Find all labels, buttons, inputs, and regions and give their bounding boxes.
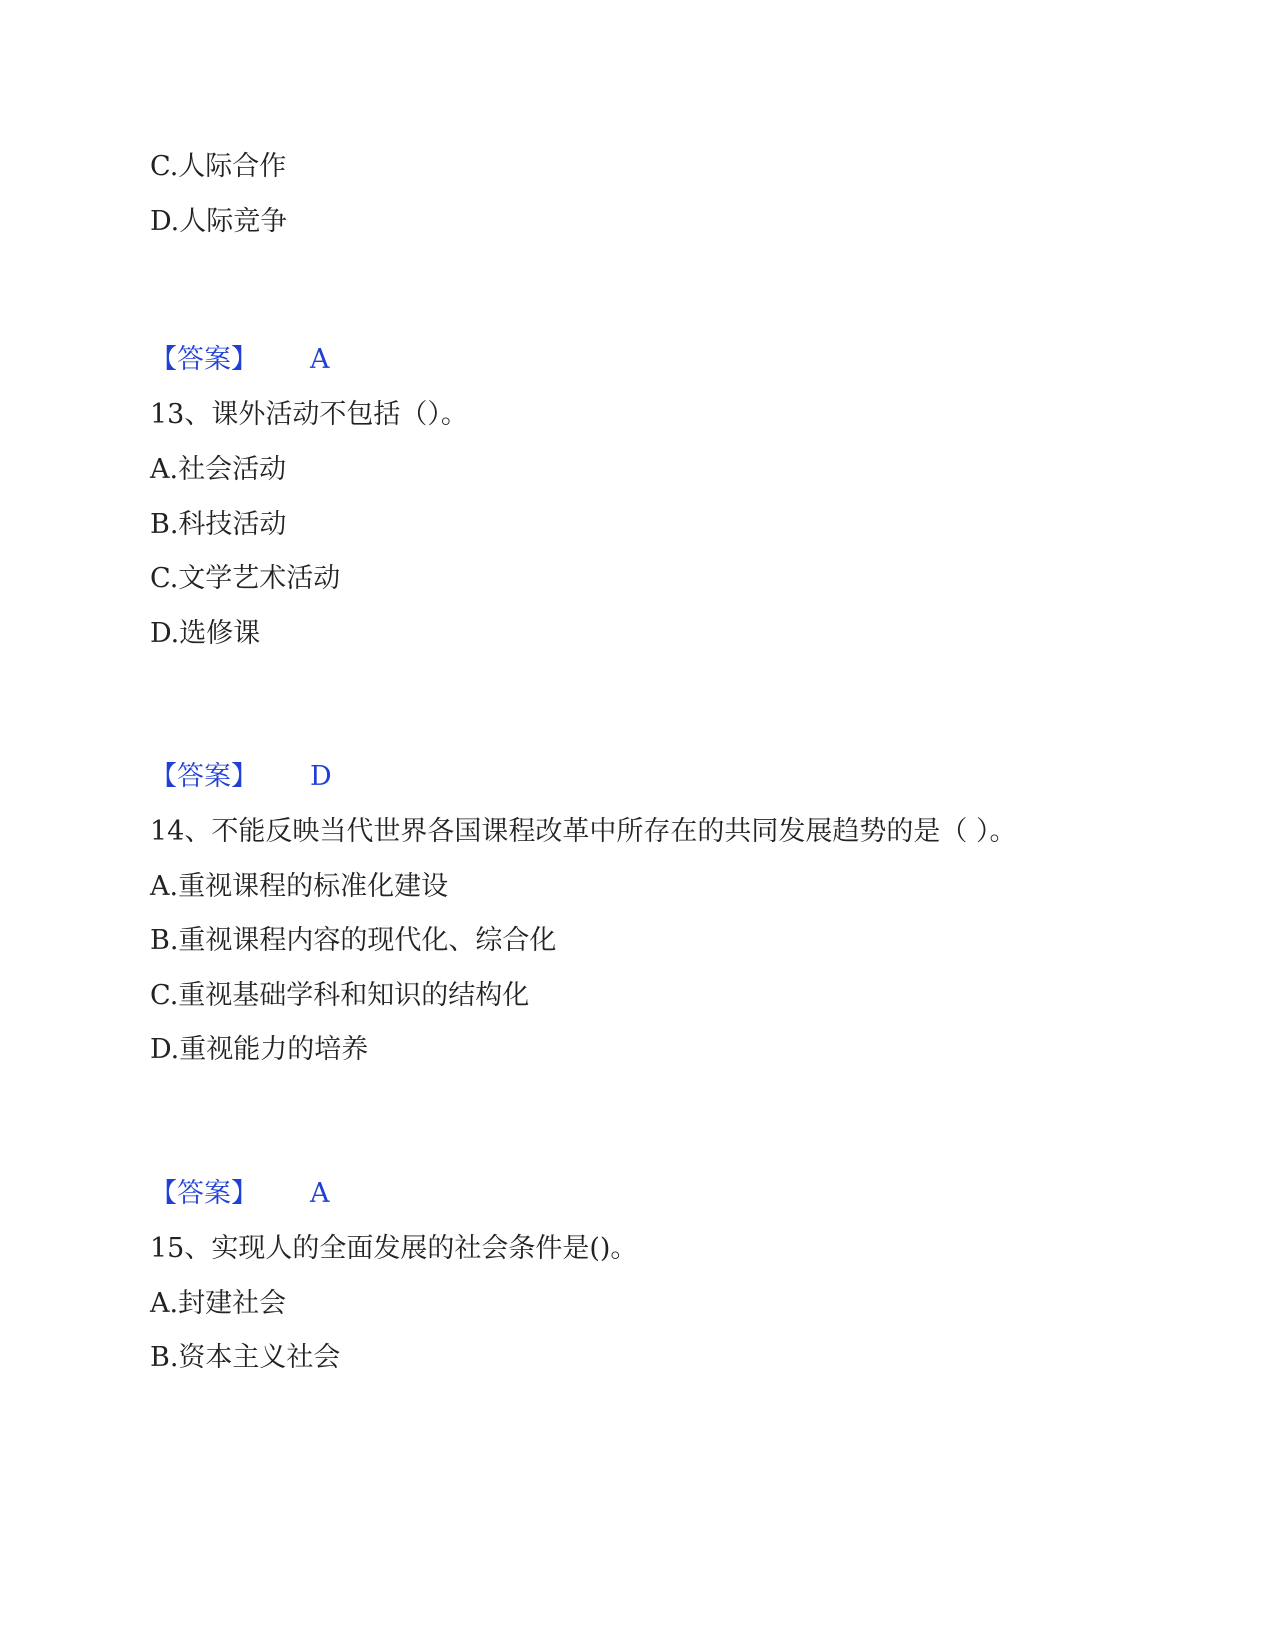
- q14-question: 14、不能反映当代世界各国课程改革中所存在的共同发展趋势的是（ ）。: [150, 816, 1017, 847]
- answer-label: 【答案】: [150, 344, 258, 375]
- q14-option-c: C.重视基础学科和知识的结构化: [150, 980, 530, 1011]
- answer-label: 【答案】: [150, 761, 258, 792]
- q13-option-b: B.科技活动: [150, 509, 287, 540]
- q15-option-a: A.封建社会: [150, 1288, 287, 1319]
- q14-option-a: A.重视课程的标准化建设: [150, 871, 449, 902]
- q13-answer: [150, 760, 332, 794]
- q13-option-d: D.选修课: [150, 618, 261, 649]
- answer-value: A: [310, 1178, 330, 1209]
- q12-answer: [150, 343, 330, 377]
- q13-question: 13、课外活动不包括（）。: [150, 399, 468, 430]
- answer-value: D: [310, 761, 332, 792]
- q15-option-b: B.资本主义社会: [150, 1342, 341, 1373]
- q13-option-a: A.社会活动: [150, 454, 287, 485]
- q15-question: 15、实现人的全面发展的社会条件是()。: [150, 1233, 638, 1264]
- q13-option-c: C.文学艺术活动: [150, 563, 341, 594]
- q12-option-c-text: C.人际合作: [150, 151, 287, 182]
- answer-label: 【答案】: [150, 1178, 258, 1209]
- q14-option-b: B.重视课程内容的现代化、综合化: [150, 925, 557, 956]
- q14-answer: [150, 1177, 330, 1211]
- q12-option-d: D.人际竞争: [150, 206, 288, 237]
- q14-option-d: D.重视能力的培养: [150, 1034, 369, 1065]
- answer-value: A: [310, 344, 330, 375]
